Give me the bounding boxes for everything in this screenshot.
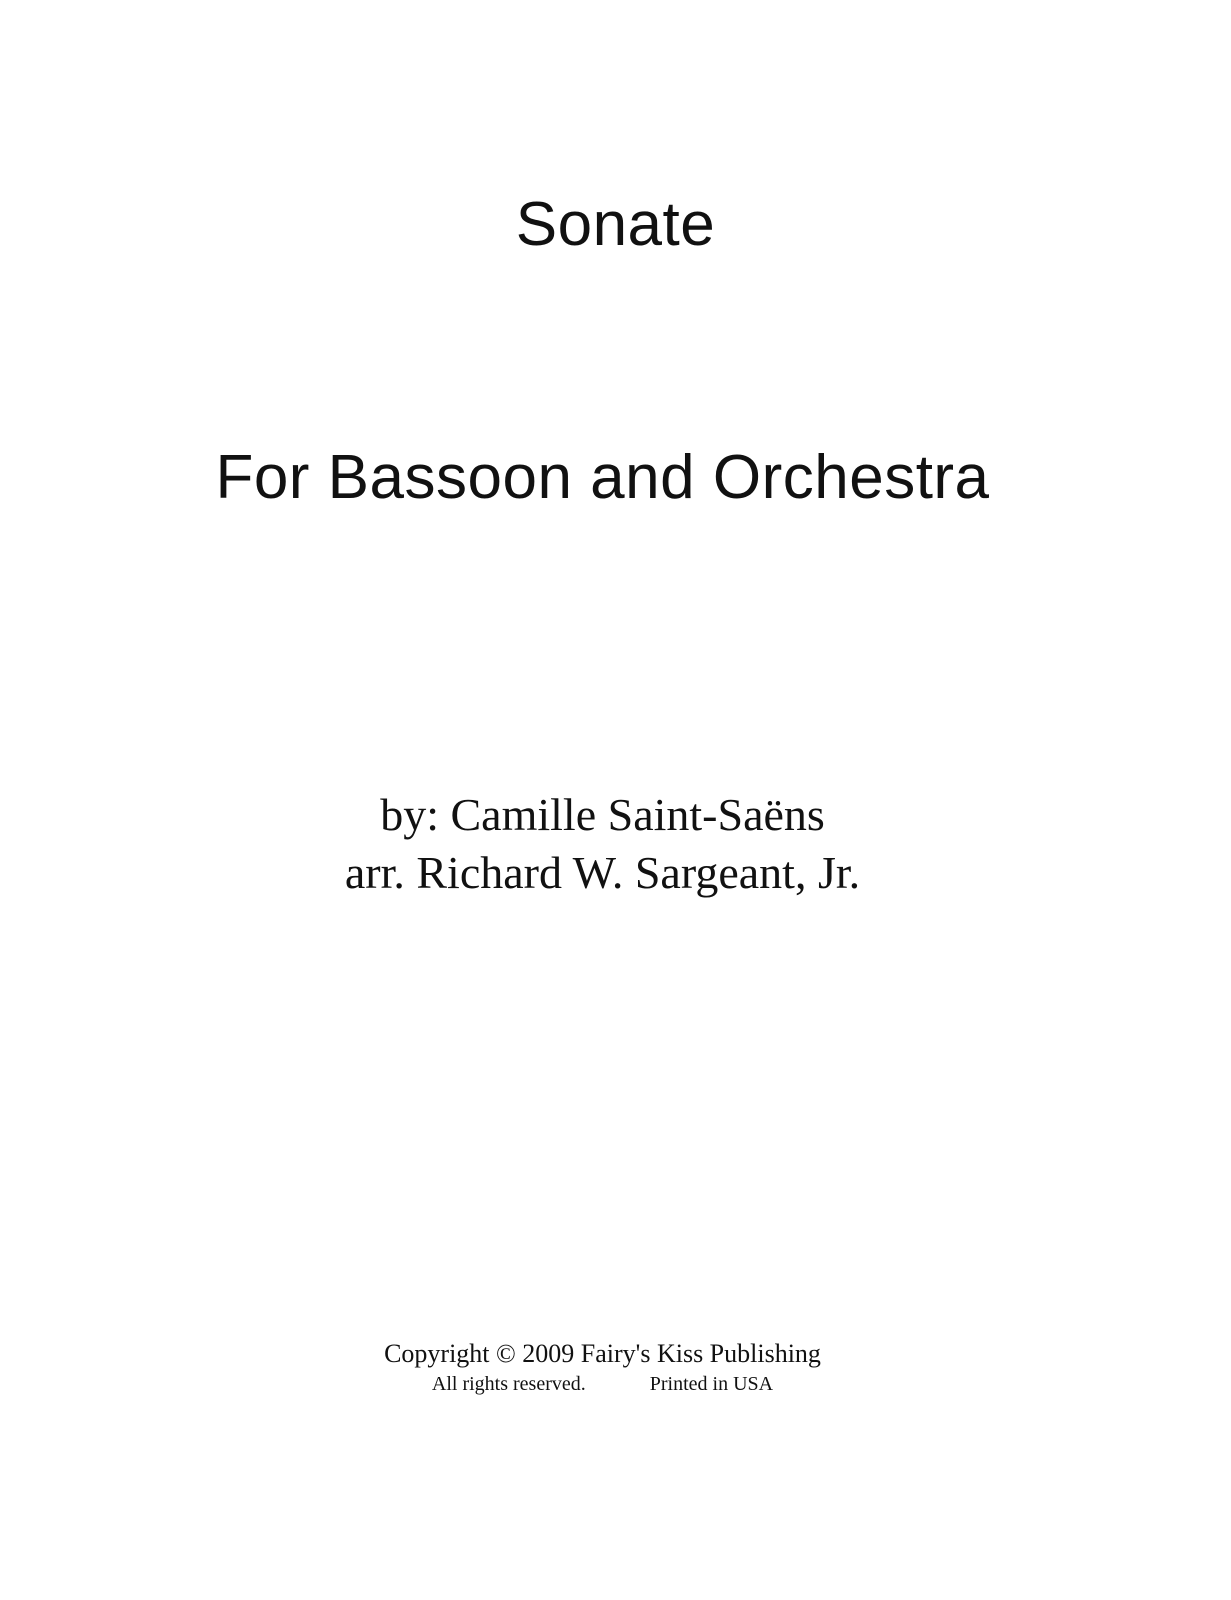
printed-in-text: Printed in USA (649, 1373, 774, 1395)
page-title: Sonate (515, 190, 716, 259)
page-subtitle: For Bassoon and Orchestra (215, 443, 990, 512)
rights-line (0, 1371, 1205, 1397)
rights-reserved-text: All rights reserved. (431, 1373, 586, 1395)
arranger-line: arr. Richard W. Sargeant, Jr. (344, 847, 861, 898)
credits-block (0, 786, 1205, 902)
copyright-line: Copyright © 2009 Fairy's Kiss Publishing (384, 1339, 821, 1368)
composer-line: by: Camille Saint-Saëns (380, 789, 825, 840)
